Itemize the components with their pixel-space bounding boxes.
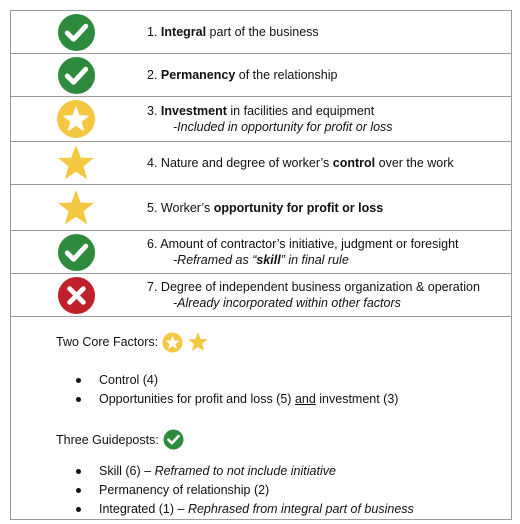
- factor-row-2: [11, 54, 511, 97]
- factor-row-6: [11, 231, 511, 274]
- summary-section: [11, 317, 511, 519]
- factor-row-1: [11, 11, 511, 54]
- factor-line: 5. Worker’s opportunity for profit or loss: [147, 200, 384, 215]
- check-circle-icon: [54, 54, 98, 96]
- x-circle-icon: [54, 274, 98, 316]
- factor-table: [10, 10, 512, 520]
- star-circle-icon: [54, 97, 98, 141]
- star-icon: [54, 185, 98, 230]
- check-circle-icon: [163, 429, 184, 450]
- list-item: Integrated (1) – Rephrased from integral part of business: [76, 500, 414, 519]
- guideposts-heading: Three Guideposts:: [56, 429, 184, 450]
- guideposts-list: [76, 462, 414, 519]
- factor-line: 2. Permanency of the relationship: [147, 68, 338, 82]
- factor-note: -Included in opportunity for profit or loss: [173, 120, 393, 134]
- list-item: Control (4): [76, 371, 398, 390]
- factor-note: -Reframed as “skill” in final rule: [173, 253, 349, 267]
- factor-row-4: [11, 142, 511, 185]
- factor-row-5: [11, 185, 511, 231]
- check-circle-icon: [54, 11, 98, 53]
- core-factors-list: [76, 371, 398, 409]
- factor-note: -Already incorporated within other factors: [173, 296, 401, 310]
- list-item: Opportunities for profit and loss (5) and investment (3): [76, 390, 398, 409]
- list-item: Skill (6) – Reframed to not include initiative: [76, 462, 414, 481]
- factor-line: 6. Amount of contractor’s initiative, judgment or foresight: [147, 237, 459, 251]
- factor-row-7: [11, 274, 511, 317]
- list-item: Permanency of relationship (2): [76, 481, 414, 500]
- star-icon: [54, 142, 98, 184]
- core-factors-heading: Two Core Factors:: [56, 331, 209, 353]
- check-circle-icon: [54, 231, 98, 273]
- factor-line: 7. Degree of independent business organization & operation: [147, 280, 480, 294]
- factor-line: 3. Investment in facilities and equipment: [147, 104, 375, 118]
- factor-line: 1. Integral part of the business: [147, 25, 319, 39]
- factor-row-3: [11, 97, 511, 142]
- star-circle-icon: [162, 332, 183, 353]
- factor-line: 4. Nature and degree of worker’s control over the work: [147, 156, 454, 170]
- star-icon: [187, 331, 209, 353]
